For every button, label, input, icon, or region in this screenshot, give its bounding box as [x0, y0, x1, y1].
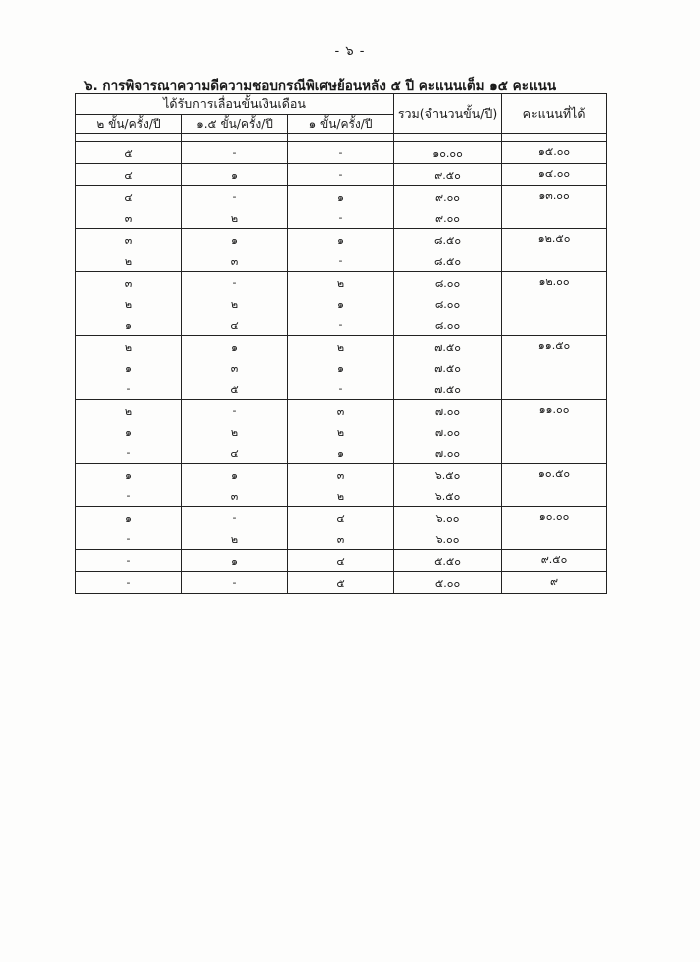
salary-step-group-header: ได้รับการเลื่อนขั้นเงินเดือน [76, 94, 394, 115]
table-row [76, 400, 607, 422]
one-step-cell: ๒ [288, 485, 394, 507]
score-table [75, 93, 607, 594]
two-step-cell: ๔ [76, 164, 182, 186]
two-step-cell: ๒ [76, 336, 182, 358]
total-steps-cell: ๗.๐๐ [394, 442, 502, 464]
total-steps-cell: ๕.๕๐ [394, 550, 502, 572]
one-half-step-cell: ๒ [182, 293, 288, 314]
one-step-cell: ๒ [288, 421, 394, 442]
score-cell: ๑๐.๕๐ [502, 464, 607, 507]
one-step-cell: ๓ [288, 400, 394, 422]
score-group [76, 507, 607, 550]
one-half-step-cell: ๑ [182, 336, 288, 358]
one-half-step-cell: ๓ [182, 357, 288, 378]
one-step-cell: - [288, 378, 394, 400]
score-cell: ๑๒.๐๐ [502, 272, 607, 336]
table-row [76, 272, 607, 294]
table-row [76, 464, 607, 486]
two-step-cell: ๒ [76, 293, 182, 314]
one-half-step-cell: - [182, 272, 288, 294]
score-group [76, 186, 607, 229]
page-number: - ๖ - [334, 44, 366, 59]
two-step-cell: ๓ [76, 207, 182, 229]
total-steps-header: รวม(จำนวนขั้น/ปี) [394, 94, 502, 134]
two-step-header: ๒ ขั้น/ครั้ง/ปี [76, 115, 182, 134]
one-half-step-cell: ๔ [182, 314, 288, 336]
table-row [76, 164, 607, 186]
one-half-step-cell: - [182, 400, 288, 422]
total-steps-cell: ๖.๕๐ [394, 485, 502, 507]
one-step-cell: - [288, 207, 394, 229]
one-half-step-cell: - [182, 186, 288, 208]
two-step-cell: - [76, 485, 182, 507]
two-step-cell: ๓ [76, 272, 182, 294]
score-group [76, 400, 607, 464]
table-row [76, 572, 607, 594]
one-step-cell: ๔ [288, 507, 394, 529]
total-steps-cell: ๘.๐๐ [394, 272, 502, 294]
two-step-cell: - [76, 550, 182, 572]
one-step-header: ๑ ขั้น/ครั้ง/ปี [288, 115, 394, 134]
total-steps-cell: ๖.๕๐ [394, 464, 502, 486]
two-step-cell: ๑ [76, 421, 182, 442]
total-steps-cell: ๗.๕๐ [394, 357, 502, 378]
total-steps-cell: ๘.๐๐ [394, 293, 502, 314]
one-step-cell: - [288, 142, 394, 164]
score-header: คะแนนที่ได้ [502, 94, 607, 134]
total-steps-cell: ๗.๕๐ [394, 378, 502, 400]
two-step-cell: ๒ [76, 400, 182, 422]
one-half-step-cell: - [182, 142, 288, 164]
one-step-cell: ๕ [288, 572, 394, 594]
score-cell: ๙ [502, 572, 607, 594]
one-step-cell: - [288, 164, 394, 186]
one-step-cell: ๓ [288, 464, 394, 486]
one-half-step-cell: ๓ [182, 485, 288, 507]
two-step-cell: ๑ [76, 357, 182, 378]
score-cell: ๑๕.๐๐ [502, 142, 607, 164]
table-row [76, 336, 607, 358]
total-steps-cell: ๖.๐๐ [394, 528, 502, 550]
total-steps-cell: ๗.๕๐ [394, 336, 502, 358]
one-half-step-header: ๑.๕ ขั้น/ครั้ง/ปี [182, 115, 288, 134]
two-step-cell: ๑ [76, 507, 182, 529]
table-row [76, 507, 607, 529]
header-spacer-row [76, 134, 607, 142]
table-row [76, 229, 607, 251]
one-step-cell: ๓ [288, 528, 394, 550]
one-step-cell: ๔ [288, 550, 394, 572]
one-step-cell: ๑ [288, 442, 394, 464]
one-half-step-cell: ๔ [182, 442, 288, 464]
total-steps-cell: ๑๐.๐๐ [394, 142, 502, 164]
one-step-cell: - [288, 314, 394, 336]
two-step-cell: ๔ [76, 186, 182, 208]
one-half-step-cell: - [182, 507, 288, 529]
score-group [76, 464, 607, 507]
two-step-cell: - [76, 572, 182, 594]
one-half-step-cell: ๕ [182, 378, 288, 400]
total-steps-cell: ๗.๐๐ [394, 400, 502, 422]
score-group [76, 164, 607, 186]
score-cell: ๑๒.๕๐ [502, 229, 607, 272]
score-group [76, 572, 607, 594]
score-cell: ๑๑.๕๐ [502, 336, 607, 400]
one-half-step-cell: ๑ [182, 164, 288, 186]
one-step-cell: ๑ [288, 186, 394, 208]
one-half-step-cell: ๓ [182, 250, 288, 272]
two-step-cell: - [76, 378, 182, 400]
table-row [76, 186, 607, 208]
total-steps-cell: ๕.๐๐ [394, 572, 502, 594]
score-group [76, 336, 607, 400]
two-step-cell: ๓ [76, 229, 182, 251]
total-steps-cell: ๘.๕๐ [394, 229, 502, 251]
total-steps-cell: ๙.๐๐ [394, 186, 502, 208]
score-group [76, 142, 607, 164]
two-step-cell: ๕ [76, 142, 182, 164]
score-group [76, 272, 607, 336]
table-row [76, 142, 607, 164]
one-step-cell: ๑ [288, 293, 394, 314]
two-step-cell: - [76, 442, 182, 464]
total-steps-cell: ๘.๕๐ [394, 250, 502, 272]
one-half-step-cell: ๑ [182, 229, 288, 251]
one-step-cell: ๒ [288, 272, 394, 294]
score-group [76, 550, 607, 572]
one-half-step-cell: ๒ [182, 207, 288, 229]
total-steps-cell: ๙.๐๐ [394, 207, 502, 229]
score-cell: ๑๓.๐๐ [502, 186, 607, 229]
table-row [76, 550, 607, 572]
total-steps-cell: ๖.๐๐ [394, 507, 502, 529]
one-step-cell: ๑ [288, 229, 394, 251]
section-heading: ๖. การพิจารณาความดีความชอบกรณีพิเศษย้อนหลัง ๕ ปี คะแนนเต็ม ๑๕ คะแนน [84, 78, 557, 94]
total-steps-cell: ๘.๐๐ [394, 314, 502, 336]
score-cell: ๑๔.๐๐ [502, 164, 607, 186]
one-half-step-cell: ๑ [182, 464, 288, 486]
score-cell: ๙.๕๐ [502, 550, 607, 572]
total-steps-cell: ๙.๕๐ [394, 164, 502, 186]
score-cell: ๑๑.๐๐ [502, 400, 607, 464]
one-half-step-cell: ๒ [182, 528, 288, 550]
one-half-step-cell: ๑ [182, 550, 288, 572]
two-step-cell: ๑ [76, 464, 182, 486]
one-step-cell: ๒ [288, 336, 394, 358]
two-step-cell: - [76, 528, 182, 550]
one-half-step-cell: ๒ [182, 421, 288, 442]
two-step-cell: ๑ [76, 314, 182, 336]
total-steps-cell: ๗.๐๐ [394, 421, 502, 442]
one-step-cell: ๑ [288, 357, 394, 378]
one-step-cell: - [288, 250, 394, 272]
score-group [76, 229, 607, 272]
one-half-step-cell: - [182, 572, 288, 594]
two-step-cell: ๒ [76, 250, 182, 272]
score-cell: ๑๐.๐๐ [502, 507, 607, 550]
